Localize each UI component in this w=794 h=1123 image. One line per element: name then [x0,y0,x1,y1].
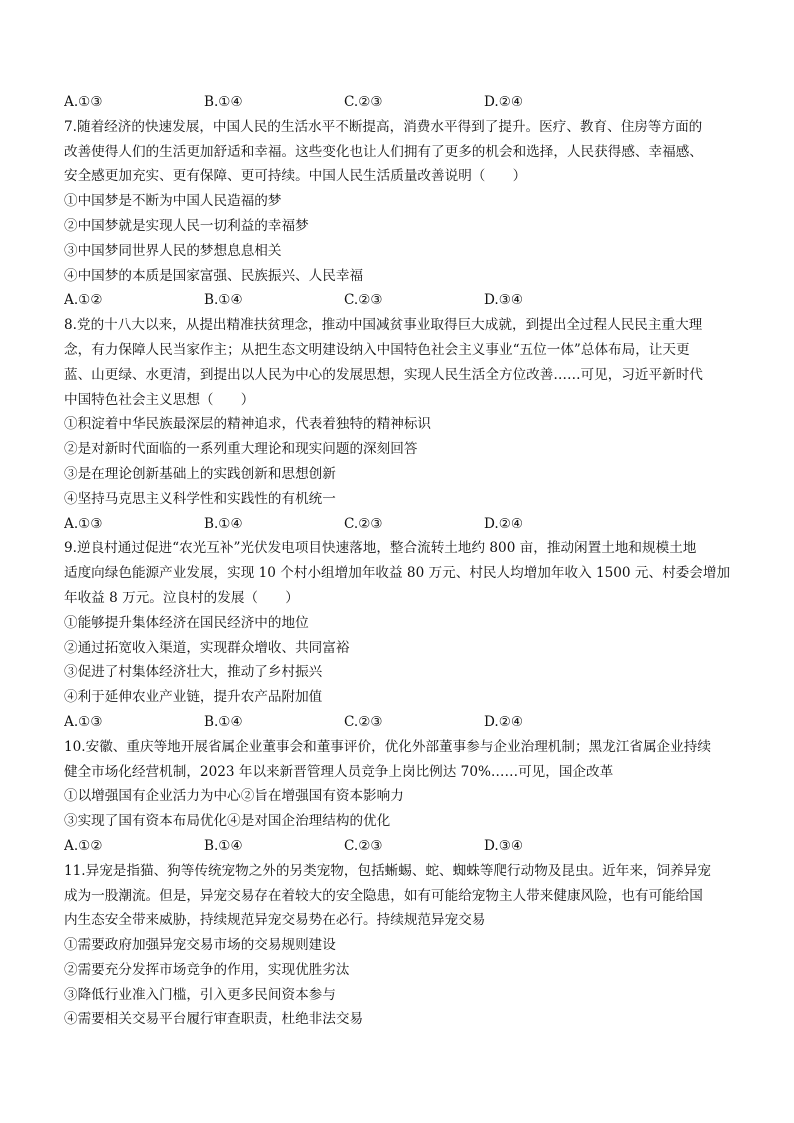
q10-options [64,834,730,859]
q7-option-b[interactable]: B.①④ [204,292,243,309]
question-8 [64,313,730,536]
q8-option-b[interactable]: B.①④ [204,515,243,532]
q9-option-d[interactable]: D.②④ [484,713,524,730]
q11-item: ②需要充分发挥市场竞争的作用，实现优胜劣汰 [64,961,350,978]
q8-option-a[interactable]: A.①③ [64,515,103,532]
q8-stem-line: 念，有力保障人民当家作主；从把生态文明建设纳入中国特色社会主义事业“五位一体”总体布局，让天更 [64,341,690,358]
q7-item: ③中国梦同世界人民的梦想息息相关 [64,242,282,259]
q8-item: ①积淀着中华民族最深层的精神追求，代表着独特的精神标识 [64,416,432,433]
q8-stem-line: 中国特色社会主义思想（ ） [64,391,255,408]
exam-page [64,90,730,1032]
question-10 [64,735,730,859]
q10-option-d[interactable]: D.③④ [484,837,524,854]
q9-item: ②通过拓宽收入渠道，实现群众增收、共同富裕 [64,639,350,656]
q6-option-b[interactable]: B.①④ [204,94,243,110]
q8-item: ③是在理论创新基础上的实践创新和思想创新 [64,465,336,482]
q10-item: ③实现了国有资本布局优化④是对国企治理结构的优化 [64,813,391,830]
q9-item: ③促进了村集体经济壮大，推动了乡村振兴 [64,664,323,681]
q7-option-a[interactable]: A.①② [64,292,103,309]
q8-stem-line: 8.党的十八大以来，从提出精准扶贫理念，推动中国减贫事业取得巨大成就，到提出全过程人民民主重大理 [64,317,703,334]
question-9 [64,536,730,734]
q6-option-c[interactable]: C.②③ [344,94,383,110]
q9-options [64,710,730,735]
q7-item: ④中国梦的本质是国家富强、民族振兴、人民幸福 [64,267,364,284]
q9-stem-line: 9.逆良村通过促进“农光互补”光伏发电项目快速落地，整合流转土地约 800 亩，推动闲置土地和规模土地 [64,540,697,557]
q8-stem-line: 蓝、山更绿、水更清，到提出以人民为中心的发展思想，实现人民生活全方位改善……可见，习近平新时代 [64,366,703,383]
question-7 [64,115,730,313]
q9-option-a[interactable]: A.①③ [64,713,103,730]
q7-item: ②中国梦就是实现人民一切利益的幸福梦 [64,217,309,234]
q8-option-c[interactable]: C.②③ [344,515,383,532]
q8-item: ④坚持马克思主义科学性和实践性的有机统一 [64,490,336,507]
q7-item: ①中国梦是不断为中国人民造福的梦 [64,193,282,210]
q7-option-d[interactable]: D.③④ [484,292,524,309]
q7-option-c[interactable]: C.②③ [344,292,383,309]
q10-option-a[interactable]: A.①② [64,837,103,854]
q9-item: ①能够提升集体经济在国民经济中的地位 [64,614,309,631]
q9-stem-line: 适度向绿色能源产业发展，实现 10 个村小组增加年收益 80 万元、村民人均增加年收入 1500 元、村委会增加 [64,565,730,582]
q6-option-a[interactable]: A.①③ [64,94,103,110]
q10-option-c[interactable]: C.②③ [344,837,383,854]
q10-stem-line: 10.安徽、重庆等地开展省属企业董事会和董事评价，优化外部董事参与企业治理机制；黑龙江省属企业持续 [64,738,711,755]
q11-stem-line: 内生态安全带来威胁，持续规范异宠交易势在必行。持续规范异宠交易 [64,912,486,929]
q7-options [64,288,730,313]
q8-item: ②是对新时代面临的一系列重大理论和现实问题的深刻回答 [64,441,418,458]
q10-option-b[interactable]: B.①④ [204,837,243,854]
q7-stem-line: 改善使得人们的生活更加舒适和幸福。这些变化也让人们拥有了更多的机会和选择，人民获得感、幸福感、 [64,143,703,160]
q9-option-c[interactable]: C.②③ [344,713,383,730]
q8-option-d[interactable]: D.②④ [484,515,524,532]
q11-item: ③降低行业准入门槛，引入更多民间资本参与 [64,986,336,1003]
q10-stem-line: 健全市场化经营机制，2023 年以来新晋管理人员竞争上岗比例达 70%……可见，国企改革 [64,763,614,780]
q11-stem-line: 成为一股潮流。但是，异宠交易存在着较大的安全隐患，如有可能给宠物主人带来健康风险，也有可能给国 [64,887,703,904]
q9-stem-line: 年收益 8 万元。泣良村的发展（ ） [64,589,299,606]
q9-item: ④利于延伸农业产业链，提升农产品附加值 [64,689,323,706]
question-11 [64,859,730,1033]
q6-options [64,90,730,115]
q7-stem-line: 安全感更加充实、更有保障、更可持续。中国人民生活质量改善说明（ ） [64,168,527,185]
q11-stem-line: 11.异宠是指猫、狗等传统宠物之外的另类宠物，包括蜥蜴、蛇、蜘蛛等爬行动物及昆虫。近年来，饲养异宠 [64,862,711,879]
q10-item: ①以增强国有企业活力为中心②旨在增强国有资本影响力 [64,788,404,805]
q8-options [64,512,730,537]
q7-stem-line: 7.随着经济的快速发展，中国人民的生活水平不断提高，消费水平得到了提升。医疗、教育、住房等方面的 [64,118,703,135]
q11-item: ①需要政府加强异宠交易市场的交易规则建设 [64,937,336,954]
q6-option-d[interactable]: D.②④ [484,94,524,110]
q11-item: ④需要相关交易平台履行审查职责，杜绝非法交易 [64,1011,364,1028]
q9-option-b[interactable]: B.①④ [204,713,243,730]
